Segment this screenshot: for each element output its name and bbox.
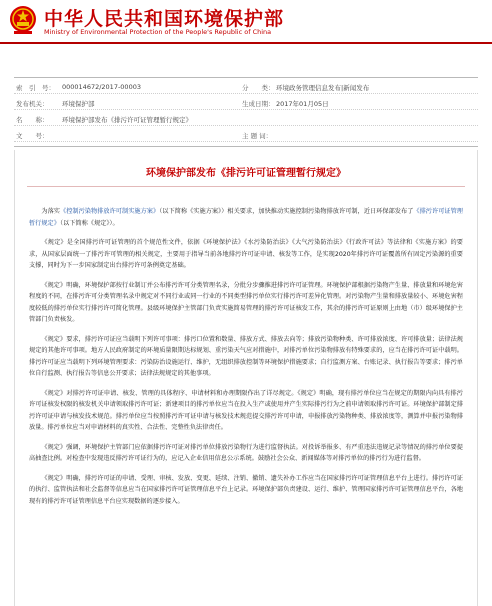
paragraph-5: 《规定》对排污许可证申请、核发、管理的具体程序、申请材料和办理期限作出了详尽规定。《规定》明确，现有排污单位应当在规定的期限内向具有排污许可证核发权限的核发机关申请领取排污许可证；新建项目的排污单位应当在投入生产或使用并产生实际排污行为之前申请领取排污许可证。环境保护部制定排污许可证申请与核发技术规范。排污单位应当按照排污许可证申请与核发技术规范提交排污许可申请，申报排放污染物种类、排放浓度等，测算并申报污染物排放量。排污单位应当对申请材料的真实性、合法性、完整性负法律责任。: [29, 389, 463, 431]
category-label: 分 类：: [242, 84, 275, 92]
paragraph-4: 《规定》要求，排污许可证应当载明下列许可事项：排污口位置和数量、排放方式、排放去向等；排放污染物种类、许可排放浓度、许可排放量；法律法规规定的其他许可事项。地方人民政府制定的环境质量限期达标规划、重污染天气应对措施中，对排污单位污染物排放有特殊要求的，应当在排污许可证中载明。排污许可证应当载明下列环境管理要求：污染防治设施运行、维护，无组织排放控制等环境保护措施要求；自行监测方案、台账记录、执行报告等要求；排污单位自行监测、执行报告等信息公开要求；法律法规规定的其他事项。: [29, 335, 463, 377]
paragraph-7: 《规定》明确，排污许可证的申请、受理、审核、发放、变更、延续、注销、撤销、遗失补办工作应当在国家排污许可证管理信息平台上进行。排污许可证的执行、监管执法和社会监督等信息应当在国家排污许可证管理信息平台上记录。环境保护部负责建设、运行、维护、管理国家排污许可证管理信息平台，各地现有的排污许可证管理信息平台应实现数据的逐步接入。: [29, 474, 463, 505]
issuer-value: 环境保护部: [62, 100, 95, 108]
p1-text-b: （以下简称《实施方案》）相关要求，加快推动实施控制污染物排放许可制，近日环保部发布了: [159, 208, 414, 215]
date-label: 生成日期：: [242, 100, 275, 108]
paragraph-6: 《规定》强调，环境保护主管部门应依据排污许可证对排污单位排放污染物行为进行监督执法。对投诉举报多、有严重违法违规记录等情况的排污单位要提高抽查比例。对检查中发现违反排污许可证行为的，应记入企业信用信息公示系统。鼓励社会公众、新闻媒体等对排污单位的排污行为进行监督。: [29, 443, 463, 462]
meta-row-name: [14, 113, 478, 126]
article-body: [29, 206, 463, 515]
meta-row-docno: [14, 129, 478, 142]
name-value: 环境保护部发布《排污许可证管理暂行规定》: [62, 116, 192, 124]
meta-row-issuer: [14, 97, 478, 110]
article-title: 环境保护部发布《排污许可证管理暂行规定》: [146, 168, 346, 179]
index-value: 000014672/2017-00003: [62, 83, 141, 91]
p1-text-c: （以下简称《规定》）。: [59, 219, 119, 227]
national-emblem-icon: [8, 4, 38, 36]
paragraph-3: 《规定》明确，环境保护部按行业制订并公布排污许可分类管理名录，分批分步骤推进排污许可证管理。环境保护部根据污染物产生量、排放量和环境危害程度的不同，在排污许可分类管理名录中规定对不同行业或同一行业的不同类型排污单位实行排污许可差异化管理。对污染物产生量和排放量较小、环境危害程度较低的排污单位实行排污许可简化管理。县级环境保护主管部门负责实施简易管理的排污许可证核发工作，其余的排污许可证原则上由地（市）级环境保护主管部门负责核发。: [29, 281, 463, 323]
p1-text-a: 为落实: [41, 208, 60, 215]
implementation-plan-link[interactable]: 《控制污染物排放许可制实施方案》: [60, 208, 160, 215]
meta-row-index: [14, 81, 478, 94]
title-divider: [27, 186, 465, 187]
meta-bottom-border: [14, 146, 478, 147]
name-label: 名 称：: [16, 116, 49, 124]
site-title-en: Ministry of Environmental Protection of the People's Republic of China: [44, 28, 272, 36]
issuer-label: 发布机关：: [16, 100, 49, 108]
paragraph-2: 《规定》是全国排污许可证管理的首个规范性文件，依据《环境保护法》《水污染防治法》《大气污染防治法》《行政许可法》等法律和《实施方案》的要求，从国家层面统一了排污许可管理的相关规定，主要用于指导当前各地排污许可证申请、核发等工作，是实现2020年排污许可证覆盖所有固定污染源的重要支撑，同时为下一步国家制定出台排污许可条例奠定基础。: [29, 239, 463, 269]
subject-label: 主 题 词：: [242, 132, 273, 140]
article-container: [14, 150, 478, 606]
category-value: 环境政务管理信息发布|新闻发布: [276, 84, 370, 92]
paragraph-1: [29, 206, 463, 229]
regulation-link[interactable]: 《排污许可证管理暂行规定》: [29, 208, 463, 227]
date-value: 2017年01月05日: [276, 100, 329, 108]
docno-label: 文 号：: [16, 132, 49, 140]
index-label: 索 引 号：: [16, 84, 55, 92]
site-title[interactable]: 中华人民共和国环境保护部: [44, 8, 285, 30]
site-header: [0, 0, 492, 44]
meta-top-border: [14, 77, 478, 78]
